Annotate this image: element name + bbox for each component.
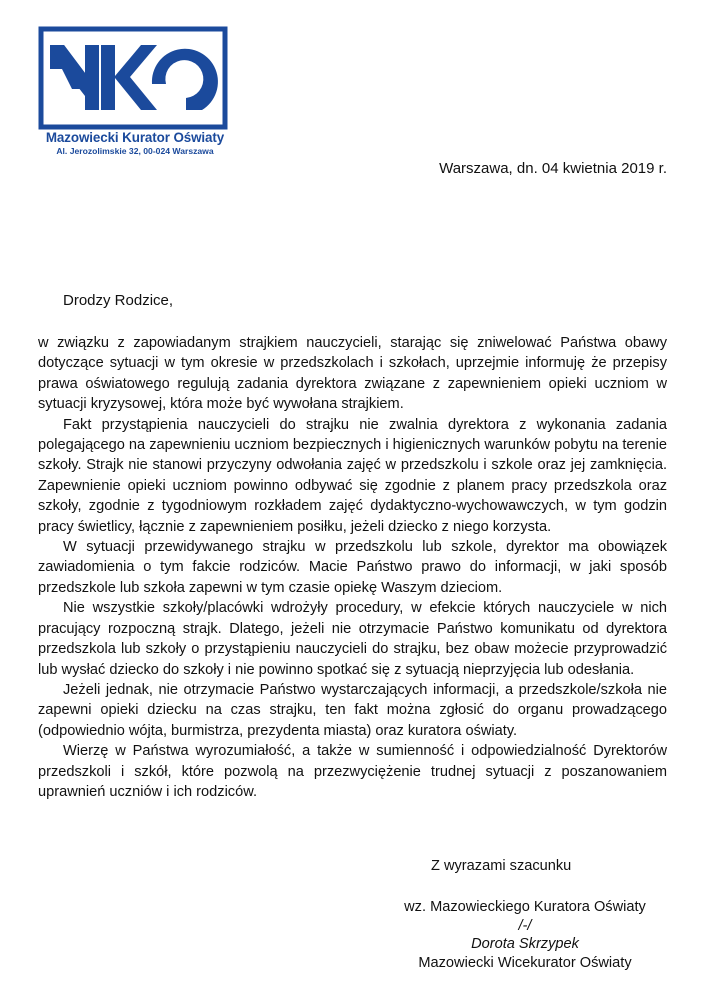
signature-block [375, 898, 675, 972]
org-name: Mazowiecki Kurator Oświaty [45, 130, 225, 145]
on-behalf-line: wz. Mazowieckiego Kuratora Oświaty [404, 899, 646, 915]
salutation: Drodzy Rodzice, [63, 292, 174, 309]
signatory-title: Mazowiecki Wicekurator Oświaty [418, 954, 632, 971]
org-address: Al. Jerozolimskie 32, 00-024 Warszawa [56, 146, 214, 156]
paragraph: Nie wszystkie szkoły/placówki wdrożyły procedury, w efekcie których nauczyciele w nich pracujący rozpoczną strajk. Dlatego, jeżeli nie otrzymacie Państwo komunikatu od dyrektora przedszkola lub szkoły o przystąpieniu nauczycieli do strajku, bez obaw możecie przyprowadzić lub wysłać dziecko do szkoły i nie powinno spotkać się z sytuacją nieprzyjęcia lub odesłania. [38, 600, 667, 678]
paragraph: w związku z zapowiadanym strajkiem nauczycieli, starając się zniwelować Państwa obawy dotyczące sytuacji w tym okresie w przedszkolach i szkołach, uprzejmie informuję że przepisy prawa oświatowego regulują zadania dyrektora związane z zapewnieniem opieki uczniom w sytuacji kryzysowej, która może być wywołana strajkiem. [38, 335, 667, 413]
signed-mark: /-/ [518, 917, 532, 934]
letter-body [38, 333, 667, 802]
paragraph: Fakt przystąpienia nauczycieli do strajku nie zwalnia dyrektora z wykonania zadania polegającego na zapewnieniu uczniom bezpiecznych i higienicznych warunków pobytu na terenie szkoły. Strajk nie stanowi przyczyny odwołania zajęć w przedszkolu i szkole oraz jej zamknięcia. Zapewnienie opieki uczniom powinno odbywać się zgodnie z planem pracy przedszkola oraz szkoły, zgodnie z tygodniowym rozkładem zajęć dydaktyczno-wychowawczych, w tym godzin pracy świetlicy, łącznie z zapewnieniem posiłku, jeżeli dziecko z niego korzysta. [38, 416, 667, 535]
date-line: Warszawa, dn. 04 kwietnia 2019 r. [439, 160, 667, 177]
letterhead-logo [38, 26, 228, 158]
signatory-name: Dorota Skrzypek [471, 936, 579, 952]
paragraph: W sytuacji przewidywanego strajku w przedszkolu lub szkole, dyrektor ma obowiązek zawiadomienia o tym fakcie rodziców. Macie Państwo prawo do informacji, w jaki sposób przedszkole lub szkoła zapewni w tym czasie opiekę Waszym dzieciom. [38, 539, 667, 596]
mko-logo-icon [38, 26, 228, 130]
paragraph: Wierzę w Państwa wyrozumiałość, a także w sumienność i odpowiedzialność Dyrektorów przedszkoli i szkół, które pozwolą na przezwyciężenie trudnej sytuacji z poszanowaniem uprawnień uczniów i ich rodziców. [38, 743, 667, 800]
paragraph: Jeżeli jednak, nie otrzymacie Państwo wystarczających informacji, a przedszkole/szkoła nie zapewni opieki dziecku na czas strajku, ten fakt można zgłosić do organu prowadzącego (odpowiednio wójta, burmistrza, prezydenta miasta) oraz kuratora oświaty. [38, 681, 667, 739]
closing: Z wyrazami szacunku [431, 858, 572, 874]
